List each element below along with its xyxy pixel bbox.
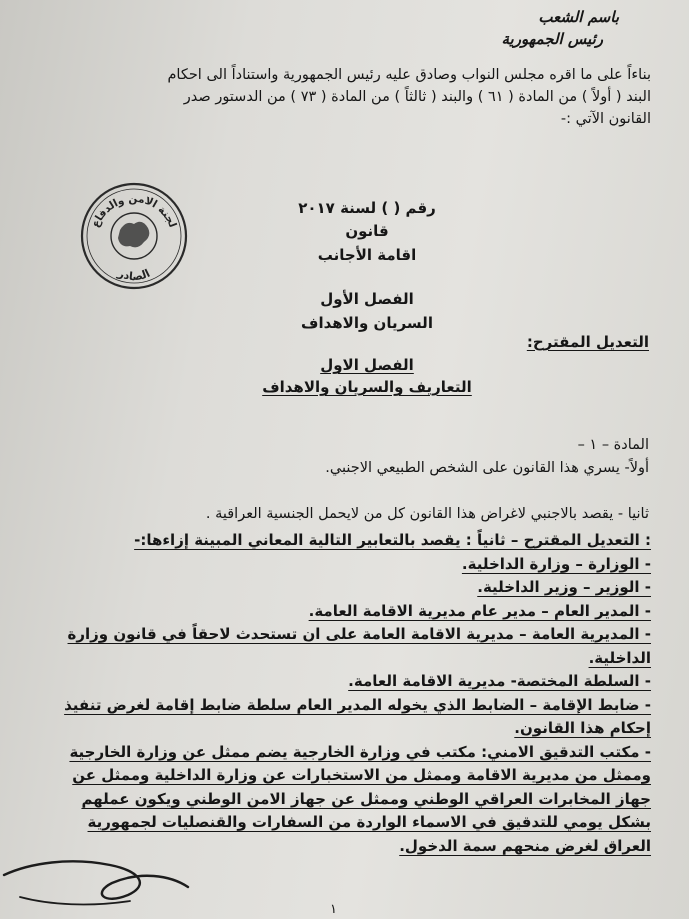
page-number: ١: [330, 902, 337, 917]
header-line-1: باسم الشعب: [538, 8, 619, 26]
chapter-subtitle: السريان والاهداف: [301, 314, 433, 332]
amendment-line: - ضابط الإقامة – الضابط الذي يخوله المدير العام سلطة ضابط إقامة لغرض تنفيذ: [64, 695, 651, 714]
law-type: قانون: [345, 222, 389, 240]
preamble-line: البند ( أولاً ) من المادة ( ٦١ ) والبند ( ثالثاً ) من المادة ( ٧٣ ) من الدستور صدر: [183, 89, 651, 105]
amendment-line: العراق لغرض منحهم سمة الدخول.: [399, 836, 651, 855]
handwritten-signature: [0, 835, 200, 919]
seal-bottom-text: الصادر: [116, 266, 153, 284]
amendment-line: - السلطة المختصة- مديرية الاقامة العامة.: [348, 672, 651, 690]
article-second-clause: ثانيا - يقصد بالاجنبي لاغراض هذا القانون كل من لايحمل الجنسية العراقية .: [205, 506, 649, 522]
seal-top-text: لجنة الامن والدفاع: [89, 192, 179, 230]
proposed-chapter-title: الفصل الاول: [320, 356, 414, 374]
proposed-chapter-subtitle: التعاريف والسريان والاهداف: [262, 378, 472, 396]
amendment-line: - المدير العام – مدير عام مديرية الاقامة العامة.: [308, 601, 651, 620]
amendment-line: - مكتب التدقيق الامني: مكتب في وزارة الخارجية يضم ممثل عن وزارة الخارجية: [69, 742, 651, 761]
amendment-line: بشكل يومي للتدقيق في الاسماء الواردة من السفارات والقنصليات لجمهورية: [87, 813, 651, 831]
preamble: [51, 64, 651, 130]
header-line-2: رئيس الجمهورية: [501, 30, 603, 48]
chapter-title: الفصل الأول: [320, 290, 414, 308]
preamble-line: بناءاً على ما اقره مجلس النواب وصادق عليه رئيس الجمهورية واستناداً الى احكام: [167, 67, 651, 83]
proposed-amendment-label: التعديل المقترح:: [526, 333, 649, 351]
amendment-line: وممثل من مديرية الاقامة وممثل من الاستخبارات عن وزارة الداخلية وممثل عن: [72, 766, 651, 784]
committee-seal: [78, 180, 190, 292]
amendment-line: - الوزير – وزير الداخلية.: [477, 578, 651, 596]
law-number: رقم ( ) لسنة ٢٠١٧: [298, 199, 436, 217]
amendment-line: جهاز المخابرات العراقي الوطني وممثل عن جهاز الامن الوطني ويكون عملهم: [81, 789, 651, 808]
amendment-line: الداخلية.: [588, 648, 651, 667]
amendment-line: : التعديل المقترح – ثانياً : يقصد بالتعابير التالية المعاني المبينة إزاءها:-: [134, 531, 651, 549]
amendment-line: - المديرية العامة – مديرية الاقامة العامة على ان تستحدث لاحقاً في قانون وزارة: [67, 625, 651, 643]
amendment-definitions: [39, 529, 651, 858]
amendment-line: إحكام هذا القانون.: [514, 719, 651, 737]
preamble-line: القانون الآتي :-: [560, 111, 651, 127]
article-first-clause: أولاً- يسري هذا القانون على الشخص الطبيعي الاجنبي.: [325, 460, 649, 476]
amendment-line: - الوزارة – وزارة الداخلية.: [461, 554, 651, 573]
article-heading: المادة – ١ –: [577, 437, 649, 453]
law-title: اقامة الأجانب: [317, 246, 417, 264]
